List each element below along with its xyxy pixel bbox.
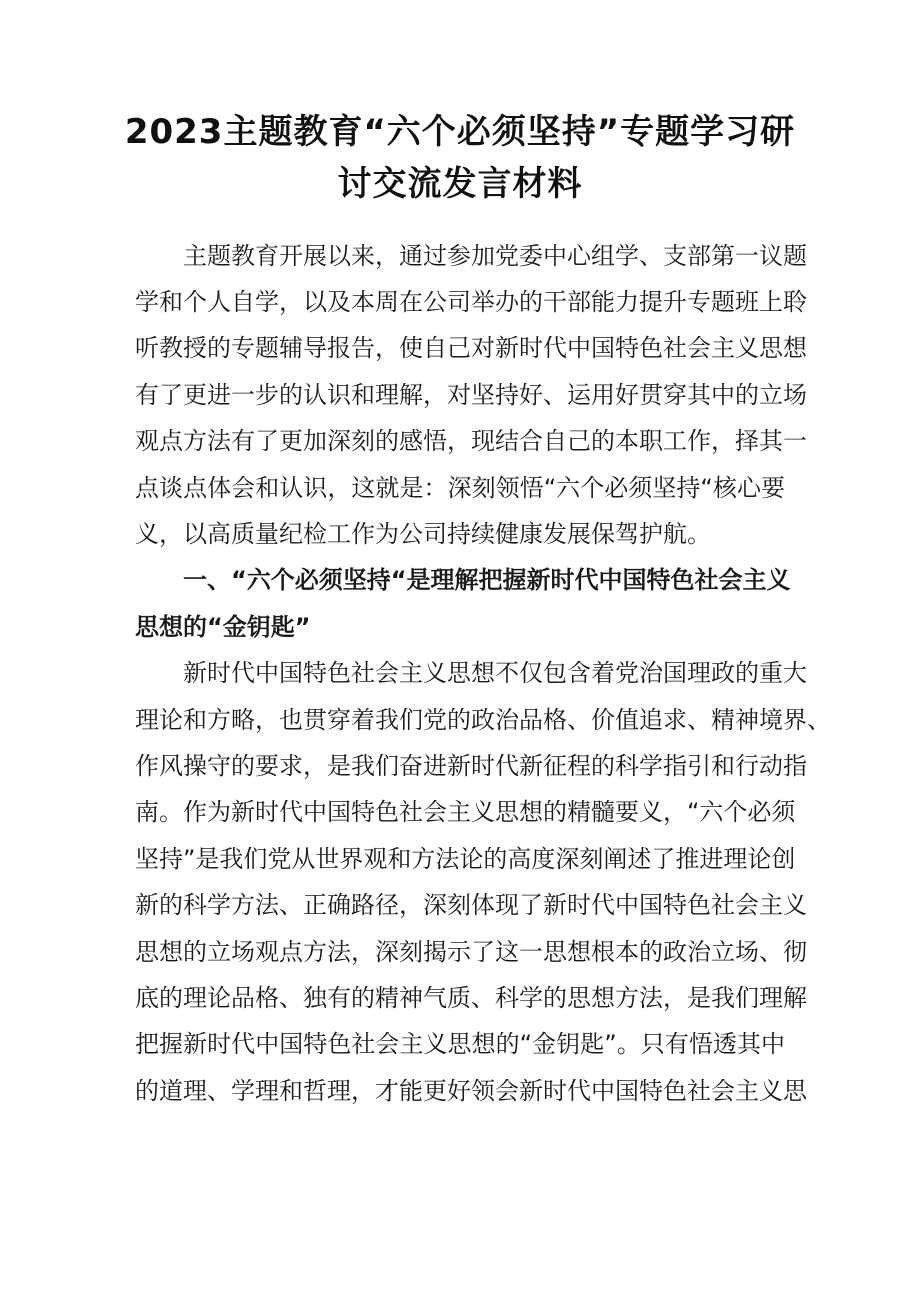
body-line: 有了更进一步的认识和理解，对坚持好、运用好贯穿其中的立场 [135, 381, 807, 409]
body-line: 观点方法有了更加深刻的感悟，现结合自己的本职工作，择其一 [135, 427, 807, 455]
body-line: 底的理论品格、独有的精神气质、科学的思想方法，是我们理解 [135, 984, 807, 1012]
body-line: 点谈点体会和认识，这就是：深刻领悟“六个必须坚持“核心要 [135, 474, 785, 502]
body-line: 新的科学方法、正确路径，深刻体现了新时代中国特色社会主义 [135, 891, 807, 919]
body-line: 把握新时代中国特色社会主义思想的“金钥匙”。只有悟透其中 [135, 1030, 785, 1058]
section-heading-line: 一、“六个必须坚持“是理解把握新时代中国特色社会主义 [183, 566, 791, 594]
document-title-line-2: 讨交流发言材料 [337, 164, 583, 204]
section-heading-line: 思想的“金钥匙” [135, 613, 311, 641]
body-line: 新时代中国特色社会主义思想不仅包含着党治国理政的重大 [183, 659, 807, 687]
body-line: 作风操守的要求，是我们奋进新时代新征程的科学指引和行动指 [135, 752, 807, 780]
body-line: 思想的立场观点方法，深刻揭示了这一思想根本的政治立场、彻 [135, 938, 807, 966]
body-line: 学和个人自学，以及本周在公司举办的干部能力提升专题班上聆 [135, 288, 807, 316]
body-line: 理论和方略，也贯穿着我们党的政治品格、价值追求、精神境界、 [135, 706, 831, 734]
body-line: 主题教育开展以来，通过参加党委中心组学、支部第一议题 [183, 242, 807, 270]
body-line: 坚持”是我们党从世界观和方法论的高度深刻阐述了推进理论创 [135, 845, 796, 873]
body-line: 南。作为新时代中国特色社会主义思想的精髓要义，“六个必须 [135, 798, 796, 826]
body-line: 的道理、学理和哲理，才能更好领会新时代中国特色社会主义思 [135, 1077, 807, 1105]
body-line: 听教授的专题辅导报告，使自己对新时代中国特色社会主义思想 [135, 334, 807, 362]
document-title-line-1: 2023主题教育“六个必须坚持”专题学习研 [124, 112, 796, 152]
body-line: 义，以高质量纪检工作为公司持续健康发展保驾护航。 [135, 520, 711, 548]
